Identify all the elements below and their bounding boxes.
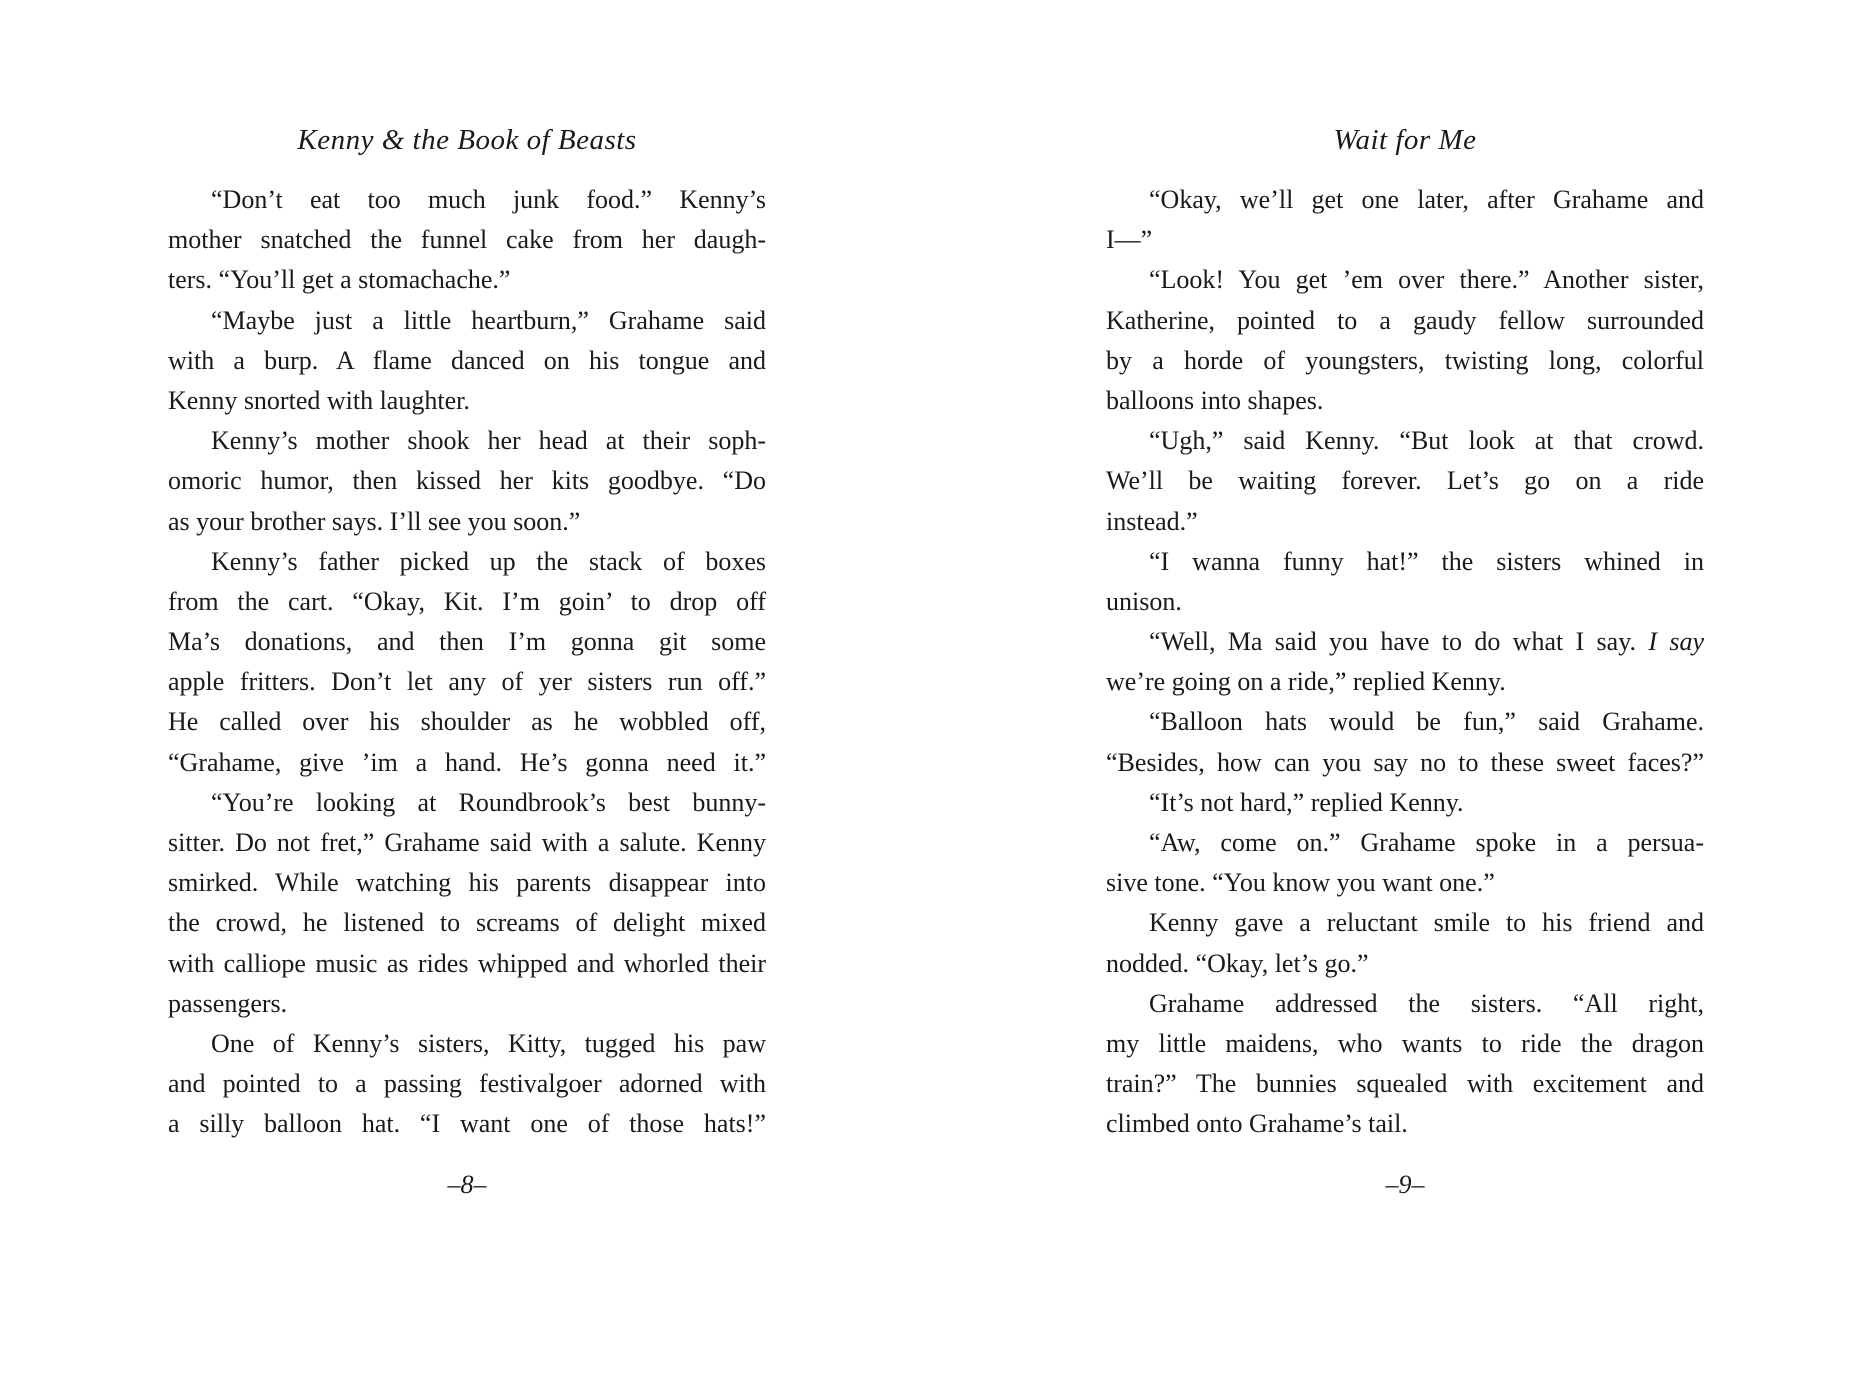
line-text: with a burp. A flame danced on his tongue and xyxy=(168,345,766,375)
line-italic-text: I say xyxy=(1648,627,1704,657)
text-line xyxy=(168,341,766,381)
text-line xyxy=(168,662,766,702)
text-line xyxy=(1106,341,1704,381)
text-line xyxy=(1106,502,1704,542)
text-line xyxy=(168,903,766,943)
line-text: “Grahame, give ’im a hand. He’s gonna need it.” xyxy=(168,747,766,777)
line-text: from the cart. “Okay, Kit. I’m goin’ to drop off xyxy=(168,586,766,616)
text-line xyxy=(1106,582,1704,622)
line-text: He called over his shoulder as he wobbled off, xyxy=(168,707,766,737)
text-line xyxy=(1106,542,1704,582)
text-line xyxy=(168,984,766,1024)
text-line xyxy=(1106,381,1704,421)
line-text: “I wanna funny hat!” the sisters whined in xyxy=(1149,546,1704,576)
page-number: –9– xyxy=(1385,1170,1425,1199)
text-line xyxy=(168,1064,766,1104)
line-text: “Look! You get ’em over there.” Another sister, xyxy=(1149,265,1704,295)
text-line xyxy=(168,1024,766,1064)
text-line xyxy=(1106,823,1704,863)
text-line xyxy=(1106,944,1704,984)
line-text: “Besides, how can you say no to these sweet faces?” xyxy=(1106,747,1704,777)
line-text: mother snatched the funnel cake from her daugh- xyxy=(168,225,766,255)
line-text: One of Kenny’s sisters, Kitty, tugged his paw xyxy=(211,1028,766,1058)
line-text: and pointed to a passing festivalgoer adorned with xyxy=(168,1069,766,1099)
line-text: by a horde of youngsters, twisting long, colorful xyxy=(1106,345,1704,375)
line-text: instead.” xyxy=(1106,506,1198,536)
text-line xyxy=(1106,180,1704,220)
text-line xyxy=(168,180,766,220)
page-number: –8– xyxy=(447,1170,487,1199)
text-line xyxy=(1106,220,1704,260)
text-line xyxy=(168,260,766,300)
text-line xyxy=(168,622,766,662)
line-text: ters. “You’ll get a stomachache.” xyxy=(168,265,511,295)
text-line xyxy=(1106,702,1704,742)
text-line xyxy=(1106,461,1704,501)
line-text: train?” The bunnies squealed with excitement and xyxy=(1106,1069,1704,1099)
line-text: I—” xyxy=(1106,225,1153,255)
text-line xyxy=(168,582,766,622)
line-text: “Okay, we’ll get one later, after Grahame and xyxy=(1149,185,1704,214)
page-body xyxy=(168,180,766,1145)
text-line xyxy=(1106,1104,1704,1144)
line-text: passengers. xyxy=(168,988,288,1018)
line-text: Kenny gave a reluctant smile to his friend and xyxy=(1149,908,1704,938)
text-line xyxy=(168,743,766,783)
line-text: “You’re looking at Roundbrook’s best bunny- xyxy=(211,787,766,817)
text-line xyxy=(168,1104,766,1144)
line-text: Katherine, pointed to a gaudy fellow surrounded xyxy=(1106,305,1704,335)
text-line xyxy=(168,823,766,863)
line-text: We’ll be waiting forever. Let’s go on a ride xyxy=(1106,466,1704,496)
line-text: “Ugh,” said Kenny. “But look at that crowd. xyxy=(1149,426,1704,456)
text-line xyxy=(168,502,766,542)
line-text: smirked. While watching his parents disappear into xyxy=(168,868,766,898)
text-line xyxy=(1106,421,1704,461)
text-line xyxy=(168,783,766,823)
line-text: “Aw, come on.” Grahame spoke in a persua- xyxy=(1149,828,1704,857)
line-text: sive tone. “You know you want one.” xyxy=(1106,868,1495,898)
page-body xyxy=(1106,180,1704,1145)
line-text: my little maidens, who wants to ride the dragon xyxy=(1106,1028,1704,1058)
line-text: “Maybe just a little heartburn,” Grahame said xyxy=(211,305,766,335)
line-text: the crowd, he listened to screams of delight mixed xyxy=(168,908,766,938)
line-text: nodded. “Okay, let’s go.” xyxy=(1106,948,1369,978)
line-text: balloons into shapes. xyxy=(1106,385,1324,415)
text-line xyxy=(168,461,766,501)
line-text: “Balloon hats would be fun,” said Grahame. xyxy=(1149,707,1704,737)
running-head-chapter-title: Wait for Me xyxy=(1333,124,1477,156)
text-line xyxy=(168,381,766,421)
text-line xyxy=(168,702,766,742)
line-text: unison. xyxy=(1106,586,1182,616)
line-text: “Don’t eat too much junk food.” Kenny’s xyxy=(211,185,766,214)
text-line xyxy=(168,301,766,341)
line-text: Kenny snorted with laughter. xyxy=(168,385,470,415)
text-line xyxy=(1106,260,1704,300)
line-text: a silly balloon hat. “I want one of those hats!” xyxy=(168,1109,766,1139)
line-text: omoric humor, then kissed her kits goodbye. “Do xyxy=(168,466,766,496)
text-line xyxy=(1106,1024,1704,1064)
line-text: Kenny’s father picked up the stack of boxes xyxy=(211,546,766,576)
text-line xyxy=(1106,903,1704,943)
line-text: Grahame addressed the sisters. “All right, xyxy=(1149,988,1704,1018)
line-text: “Well, Ma said you have to do what I say. xyxy=(1149,627,1649,657)
text-line xyxy=(1106,662,1704,702)
text-line xyxy=(1106,1064,1704,1104)
line-text: with calliope music as rides whipped and whorled their xyxy=(168,948,766,978)
line-text: Kenny’s mother shook her head at their soph- xyxy=(211,426,766,456)
line-text: apple fritters. Don’t let any of yer sisters run off.” xyxy=(168,667,766,697)
line-text: we’re going on a ride,” replied Kenny. xyxy=(1106,667,1506,697)
text-line xyxy=(1106,622,1704,662)
line-text: climbed onto Grahame’s tail. xyxy=(1106,1109,1408,1139)
line-text: as your brother says. I’ll see you soon.” xyxy=(168,506,581,536)
line-text: “It’s not hard,” replied Kenny. xyxy=(1149,787,1464,817)
text-line xyxy=(168,542,766,582)
line-text: Ma’s donations, and then I’m gonna git some xyxy=(168,627,766,657)
text-line xyxy=(168,220,766,260)
text-line xyxy=(1106,783,1704,823)
text-line xyxy=(1106,984,1704,1024)
text-line xyxy=(1106,743,1704,783)
text-line xyxy=(168,421,766,461)
running-head-book-title: Kenny & the Book of Beasts xyxy=(297,124,637,156)
line-text: sitter. Do not fret,” Grahame said with a salute. Kenny xyxy=(168,828,766,857)
text-line xyxy=(168,863,766,903)
text-line xyxy=(168,944,766,984)
text-line xyxy=(1106,301,1704,341)
text-line xyxy=(1106,863,1704,903)
